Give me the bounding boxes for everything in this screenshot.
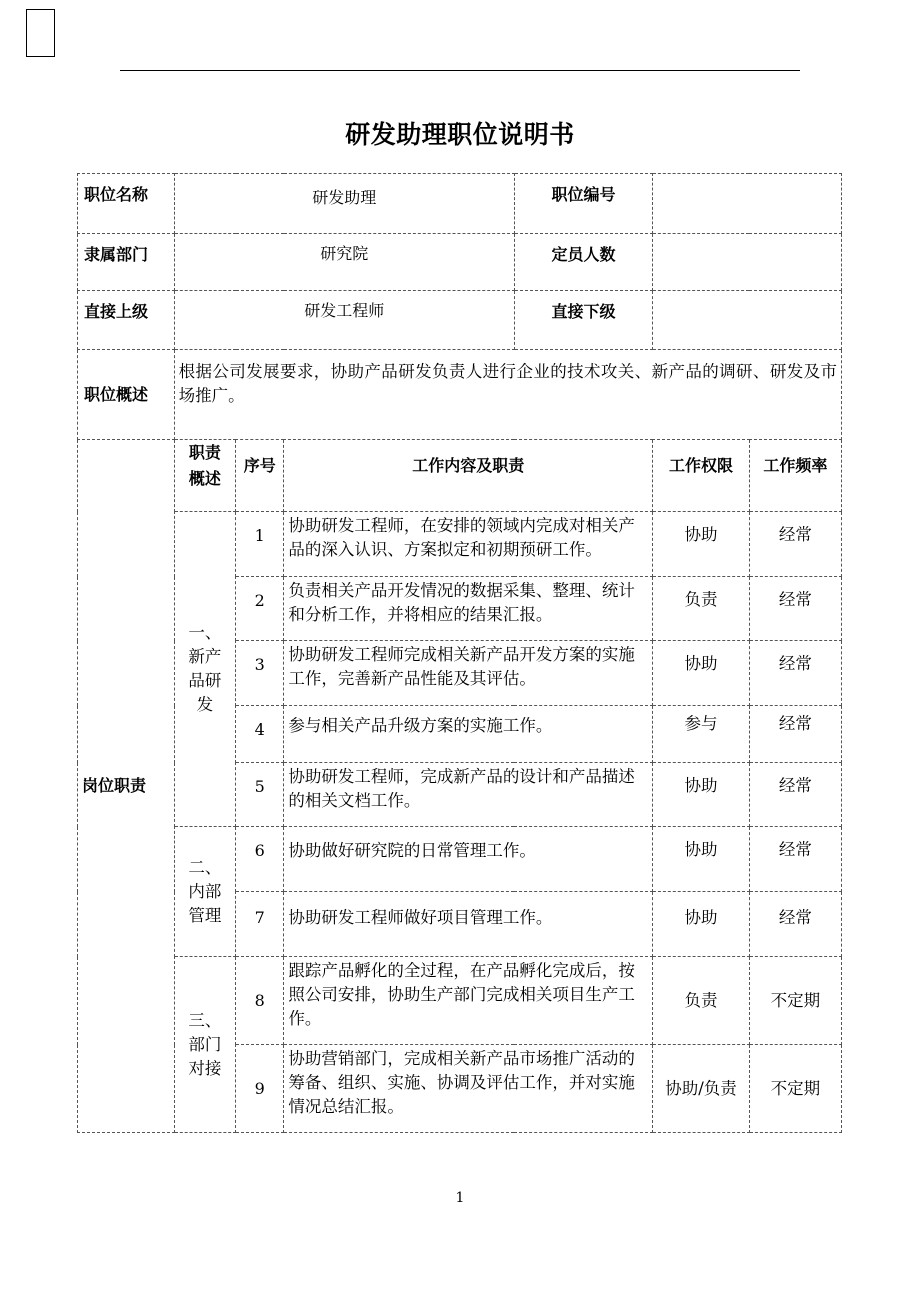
item-authority: 协助	[653, 827, 750, 892]
item-frequency: 经常	[749, 706, 841, 763]
item-frequency: 不定期	[749, 1045, 841, 1133]
job-spec-table	[77, 173, 842, 1133]
position-code-value	[653, 174, 842, 234]
item-authority: 参与	[653, 706, 750, 763]
group-label-line: 新产	[188, 647, 222, 666]
superior-label: 直接上级	[78, 291, 175, 350]
document-title: 研发助理职位说明书	[345, 120, 575, 149]
department-label: 隶属部门	[78, 234, 175, 291]
row-department	[78, 234, 842, 291]
position-name-value: 研发助理	[174, 174, 514, 234]
item-seq: 3	[236, 641, 284, 706]
row-summary	[78, 350, 842, 440]
item-frequency: 经常	[749, 512, 841, 577]
group-label-line: 品研	[188, 671, 222, 690]
item-authority: 协助	[653, 512, 750, 577]
item-content: 协助研发工程师做好项目管理工作。	[284, 892, 653, 957]
item-seq: 6	[236, 827, 284, 892]
table-row	[78, 827, 842, 892]
table-row	[78, 512, 842, 577]
col-overview-header	[174, 440, 235, 512]
headcount-value	[653, 234, 842, 291]
superior-value: 研发工程师	[174, 291, 514, 350]
item-seq: 2	[236, 577, 284, 641]
item-content: 参与相关产品升级方案的实施工作。	[284, 706, 653, 763]
item-frequency: 不定期	[749, 957, 841, 1045]
group-label-line: 二、	[188, 857, 222, 877]
col-overview-line2: 概述	[188, 469, 221, 488]
item-seq: 5	[236, 763, 284, 827]
col-authority-header: 工作权限	[653, 440, 750, 512]
summary-label: 职位概述	[78, 350, 175, 440]
group-label-line: 内部	[188, 881, 222, 901]
col-seq-header: 序号	[236, 440, 284, 512]
item-frequency: 经常	[749, 763, 841, 827]
item-content: 协助营销部门，完成相关新产品市场推广活动的筹备、组织、实施、协调及评估工作，并对实施情况总结汇报。	[284, 1045, 653, 1133]
group-label-line: 部门	[188, 1034, 222, 1054]
item-seq: 9	[236, 1045, 284, 1133]
item-frequency: 经常	[749, 827, 841, 892]
item-content: 协助研发工程师完成相关新产品开发方案的实施工作，完善新产品性能及其评估。	[284, 641, 653, 706]
item-authority: 负责	[653, 957, 750, 1045]
item-frequency: 经常	[749, 577, 841, 641]
item-content: 协助研发工程师，完成新产品的设计和产品描述的相关文档工作。	[284, 763, 653, 827]
item-authority: 负责	[653, 577, 750, 641]
group-label-department-liaison	[174, 957, 235, 1133]
item-seq: 7	[236, 892, 284, 957]
item-frequency: 经常	[749, 892, 841, 957]
subordinate-value	[653, 291, 842, 350]
item-seq: 1	[236, 512, 284, 577]
row-superior	[78, 291, 842, 350]
item-authority: 协助/负责	[653, 1045, 750, 1133]
header-rule	[120, 70, 800, 71]
item-seq: 4	[236, 706, 284, 763]
group-label-line: 发	[196, 695, 214, 714]
summary-text: 根据公司发展要求，协助产品研发负责人进行企业的技术攻关、新产品的调研、研发及市场推广。	[174, 350, 841, 440]
item-content: 协助做好研究院的日常管理工作。	[284, 827, 653, 892]
group-label-line: 管理	[188, 905, 222, 925]
group-label-line: 三、	[188, 1010, 222, 1030]
item-frequency: 经常	[749, 641, 841, 706]
responsibilities-label: 岗位职责	[78, 440, 175, 1133]
item-content: 跟踪产品孵化的全过程，在产品孵化完成后，按照公司安排，协助生产部门完成相关项目生产工作。	[284, 957, 653, 1045]
position-code-label: 职位编号	[514, 174, 652, 234]
col-overview-line1: 职责	[188, 443, 221, 462]
item-authority: 协助	[653, 763, 750, 827]
group-label-new-product	[174, 512, 235, 827]
department-value: 研究院	[174, 234, 514, 291]
item-content: 负责相关产品开发情况的数据采集、整理、统计和分析工作，并将相应的结果汇报。	[284, 577, 653, 641]
responsibilities-header-row	[78, 440, 842, 512]
col-frequency-header: 工作频率	[749, 440, 841, 512]
item-authority: 协助	[653, 892, 750, 957]
group-label-line: 一、	[188, 623, 222, 642]
item-content: 协助研发工程师，在安排的领域内完成对相关产品的深入认识、方案拟定和初期预研工作。	[284, 512, 653, 577]
position-name-label: 职位名称	[78, 174, 175, 234]
corner-mark	[26, 9, 55, 57]
col-content-header: 工作内容及职责	[284, 440, 653, 512]
row-position-name	[78, 174, 842, 234]
item-seq: 8	[236, 957, 284, 1045]
table-row	[78, 957, 842, 1045]
headcount-label: 定员人数	[514, 234, 652, 291]
group-label-line: 对接	[188, 1058, 222, 1078]
page-number: 1	[455, 1190, 465, 1206]
group-label-internal-management	[174, 827, 235, 957]
subordinate-label: 直接下级	[514, 291, 652, 350]
item-authority: 协助	[653, 641, 750, 706]
